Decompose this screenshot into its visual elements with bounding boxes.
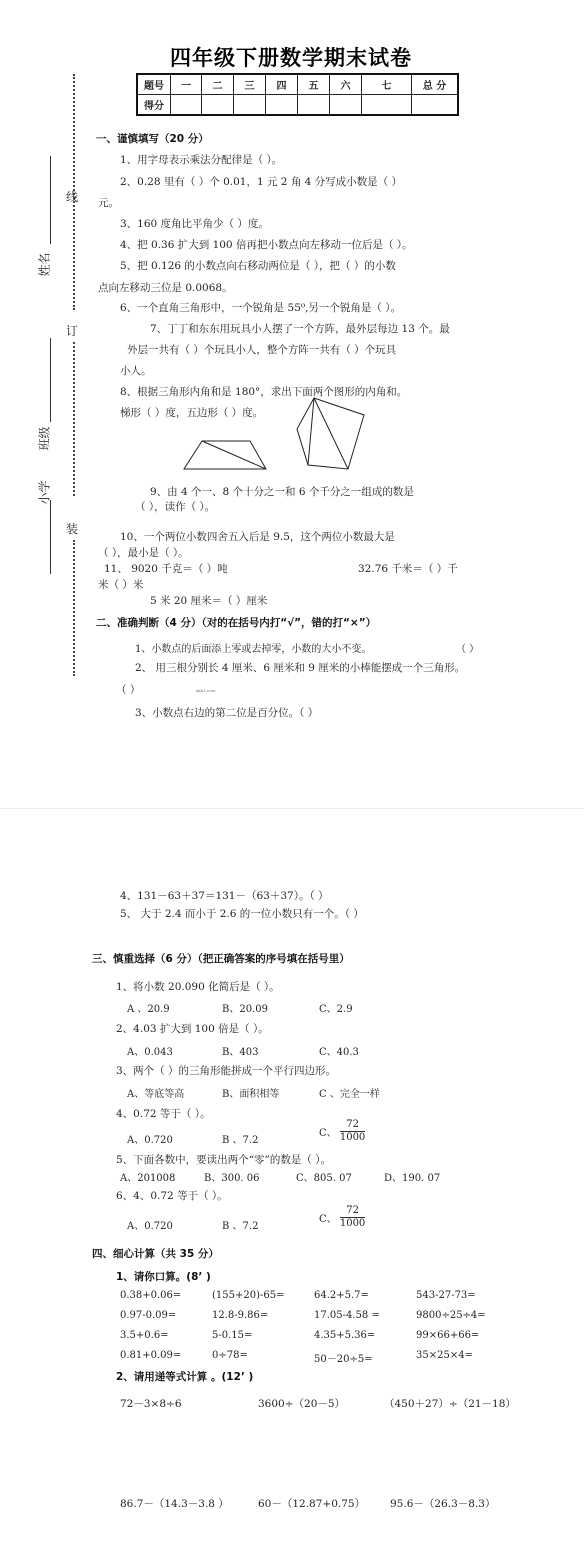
fraction (340, 1119, 365, 1144)
oral-calc: 0.97-0.09= (120, 1310, 177, 1321)
step-calc: （450＋27）÷（21－18） (384, 1398, 516, 1410)
judge-2-cont: （ ） (116, 684, 141, 696)
choice-5-d: D、190. 07 (384, 1173, 441, 1184)
score-cell: 题号 (137, 74, 171, 95)
fraction-numerator: 72 (340, 1205, 365, 1218)
binding-dotted-line (73, 540, 75, 676)
score-cell: 三 (234, 74, 266, 95)
question-1-9-cont: （ ），读作（ ）。 (135, 501, 216, 513)
oral-calc: 9800÷25÷4= (416, 1310, 486, 1321)
choice-1: 1、将小数 20.090 化简后是（ ）。 (116, 981, 280, 993)
choice-4-a: A、0.720 (127, 1135, 173, 1146)
section-4-sub-1: 1、请你口算。(8’ ) (116, 1271, 211, 1283)
step-calc: 60－（12.87+0.75） (258, 1498, 366, 1510)
school-label: 小学 (37, 480, 52, 505)
score-cell: 得分 (137, 95, 171, 116)
score-cell: 七 (362, 74, 412, 95)
choice-5: 5、下面各数中，要读出两个“零”的数是（ ）。 (116, 1154, 332, 1166)
choice-6-c-label: C、 (319, 1214, 337, 1225)
question-1-8: 8、根据三角形内角和是 180°，求出下面两个图形的内角和。 (120, 386, 408, 398)
question-1-7-cont2: 小人。 (120, 365, 152, 377)
section-1-title: 一、谨慎填写（20 分） (96, 133, 209, 145)
oral-calc: (155+20)-65= (212, 1290, 285, 1301)
choice-2-b: B、403 (222, 1047, 259, 1058)
oral-calc: 4.35+5.36= (314, 1330, 376, 1341)
oral-calc: 0.81+0.09= (120, 1350, 182, 1361)
question-1-5-cont: 点向左移动三位是 0.0068。 (98, 282, 233, 294)
score-input[interactable] (298, 95, 330, 116)
judge-1: 1、小数点的后面添上零或去掉零，小数的大小不变。 (135, 644, 372, 655)
section-2-title: 二、准确判断（4 分）（对的在括号内打“√”，错的打“×”） (96, 617, 377, 629)
choice-3-b: B、面积相等 (222, 1089, 280, 1100)
question-1-10-cont: （ ），最小是（ ）。 (98, 547, 189, 559)
choice-3-c: C 、完全一样 (319, 1089, 380, 1100)
score-cell: 一 (171, 74, 202, 95)
name-underline[interactable] (50, 156, 51, 244)
oral-calc: 12.8-9.86= (212, 1310, 269, 1321)
pentagon-figure (294, 395, 368, 473)
score-input[interactable] (330, 95, 362, 116)
choice-6-b: B 、7.2 (222, 1221, 259, 1232)
question-1-7-cont: 外层一共有（ ）个玩具小人，整个方阵一共有（ ）个玩具 (127, 344, 397, 356)
score-value-row (137, 95, 458, 116)
step-calc: 3600÷（20－5） (258, 1398, 346, 1410)
margin-zhuang-label: 装 (66, 522, 79, 536)
question-1-5: 5、把 0.126 的小数点向右移动两位是（ ），把（ ）的小数 (120, 260, 396, 272)
choice-6-c (319, 1205, 365, 1230)
binding-dotted-line (73, 342, 75, 496)
question-1-6: 6、一个直角三角形中，一个锐角是 55⁰,另一个锐角是（ ）。 (120, 302, 402, 314)
section-4-title: 四、细心计算（共 35 分） (92, 1248, 219, 1260)
step-calc: 86.7－（14.3－3.8 ） (120, 1498, 229, 1510)
question-1-11-b: 32.76 千米＝（ ）千 (358, 563, 458, 575)
score-cell: 四 (266, 74, 298, 95)
question-1-4: 4、把 0.36 扩大到 100 倍再把小数点向左移动一位后是（ ）。 (120, 239, 413, 251)
score-input[interactable] (171, 95, 202, 116)
question-1-3: 3、160 度角比平角少（ ）度。 (120, 218, 269, 230)
name-label: 姓名 (37, 252, 52, 277)
oral-calc: 5-0.15= (212, 1330, 253, 1341)
choice-6-a: A、0.720 (127, 1221, 173, 1232)
margin-bind-label: 订 (66, 324, 79, 338)
score-cell: 二 (202, 74, 234, 95)
score-input[interactable] (202, 95, 234, 116)
choice-3: 3、两个（ ）的三角形能拼成一个平行四边形。 (116, 1065, 337, 1077)
fraction (340, 1205, 365, 1230)
score-cell: 六 (330, 74, 362, 95)
question-1-9: 9、由 4 个一、8 个十分之一和 6 个千分之一组成的数是 (150, 486, 414, 498)
question-1-2-cont: 元。 (98, 197, 119, 209)
school-underline[interactable] (50, 500, 51, 574)
oral-calc: 3.5+0.6= (120, 1330, 169, 1341)
judge-2: 2、 用三根分别长 4 厘米、6 厘米和 9 厘米的小棒能摆成一个三角形。 (135, 662, 466, 674)
choice-1-c: C、2.9 (319, 1004, 353, 1015)
question-1-7: 7、丁丁和东东用玩具小人摆了一个方阵，最外层每边 13 个。最 (150, 323, 450, 335)
fraction-denominator: 1000 (339, 1132, 366, 1143)
class-underline[interactable] (50, 338, 51, 422)
judge-5: 5、 大于 2.4 而小于 2.6 的一位小数只有一个。（ ） (120, 908, 364, 920)
choice-2-c: C、40.3 (319, 1047, 359, 1058)
question-1-2: 2、0.28 里有（ ）个 0.01，1 元 2 角 4 分写成小数是（ ） (120, 176, 403, 188)
question-1-11-d: 5 米 20 厘米＝（ ）厘米 (150, 595, 268, 607)
choice-5-a: A、201008 (120, 1173, 176, 1184)
choice-2-a: A、0.043 (127, 1047, 173, 1058)
page-title: 四年级下册数学期末试卷 (170, 46, 412, 70)
oral-calc: 35×25×4= (416, 1350, 473, 1361)
choice-1-a: A 、20.9 (127, 1004, 170, 1015)
score-input[interactable] (412, 95, 459, 116)
question-1-11-cont: 米（ ）米 (98, 579, 144, 591)
judge-1-paren: （ ） (456, 644, 480, 655)
section-4-sub-2: 2、请用递等式计算 。(12’ ) (116, 1371, 254, 1383)
oral-calc: 64.2+5.7= (314, 1290, 369, 1301)
question-1-10: 10、一个两位小数四舍五入后是 9.5，这个两位小数最大是 (120, 531, 395, 543)
class-label: 班级 (37, 426, 52, 451)
page-break (0, 808, 584, 809)
choice-5-b: B、300. 06 (204, 1173, 260, 1184)
section-3-title: 三、慎重选择（6 分）（把正确答案的序号填在括号里） (92, 953, 350, 965)
oral-calc: 0÷78= (212, 1350, 248, 1361)
judge-3: 3、小数点右边的第二位是百分位。（ ） (135, 707, 319, 719)
step-calc: 72－3×8÷6 (120, 1398, 182, 1410)
choice-5-c: C、805. 07 (296, 1173, 352, 1184)
choice-2: 2、4.03 扩大到 100 倍是（ ）。 (116, 1023, 269, 1035)
trapezoid-figure (180, 438, 270, 472)
choice-3-a: A、等底等高 (127, 1089, 185, 1100)
choice-4-c (319, 1119, 365, 1144)
step-calc: 95.6－（26.3－8.3） (390, 1498, 496, 1510)
choice-4-b: B 、7.2 (222, 1135, 259, 1146)
fraction-denominator: 1000 (339, 1218, 366, 1229)
margin-line-label: 线 (66, 190, 79, 204)
score-header-row (137, 74, 458, 95)
judge-4: 4、131－63＋37＝131－（63＋37）。（ ） (120, 890, 329, 902)
question-1-1: 1、用字母表示乘法分配律是（ ）。 (120, 154, 283, 166)
oral-calc: 17.05-4.58 = (314, 1310, 380, 1321)
oral-calc: 99×66+66= (416, 1330, 480, 1341)
question-1-11: 11、 9020 千克＝（ ）吨 (104, 563, 228, 575)
score-input[interactable] (362, 95, 412, 116)
choice-6: 6、4、0.72 等于（ ）。 (116, 1190, 228, 1202)
score-table (136, 73, 459, 116)
watermark-text: xkb1.com (196, 688, 216, 693)
choice-4: 4、0.72 等于（ ）。 (116, 1108, 211, 1120)
choice-1-b: B、20.09 (222, 1004, 268, 1015)
score-input[interactable] (266, 95, 298, 116)
score-input[interactable] (234, 95, 266, 116)
fraction-numerator: 72 (340, 1119, 365, 1132)
choice-4-c-label: C、 (319, 1128, 337, 1139)
oral-calc: 543-27-73= (416, 1290, 476, 1301)
score-cell: 总 分 (412, 74, 459, 95)
score-cell: 五 (298, 74, 330, 95)
oral-calc: 50－20÷5= (314, 1354, 373, 1365)
oral-calc: 0.38+0.06= (120, 1290, 182, 1301)
question-1-8-cont: 梯形（ ）度，五边形（ ）度。 (120, 407, 264, 419)
